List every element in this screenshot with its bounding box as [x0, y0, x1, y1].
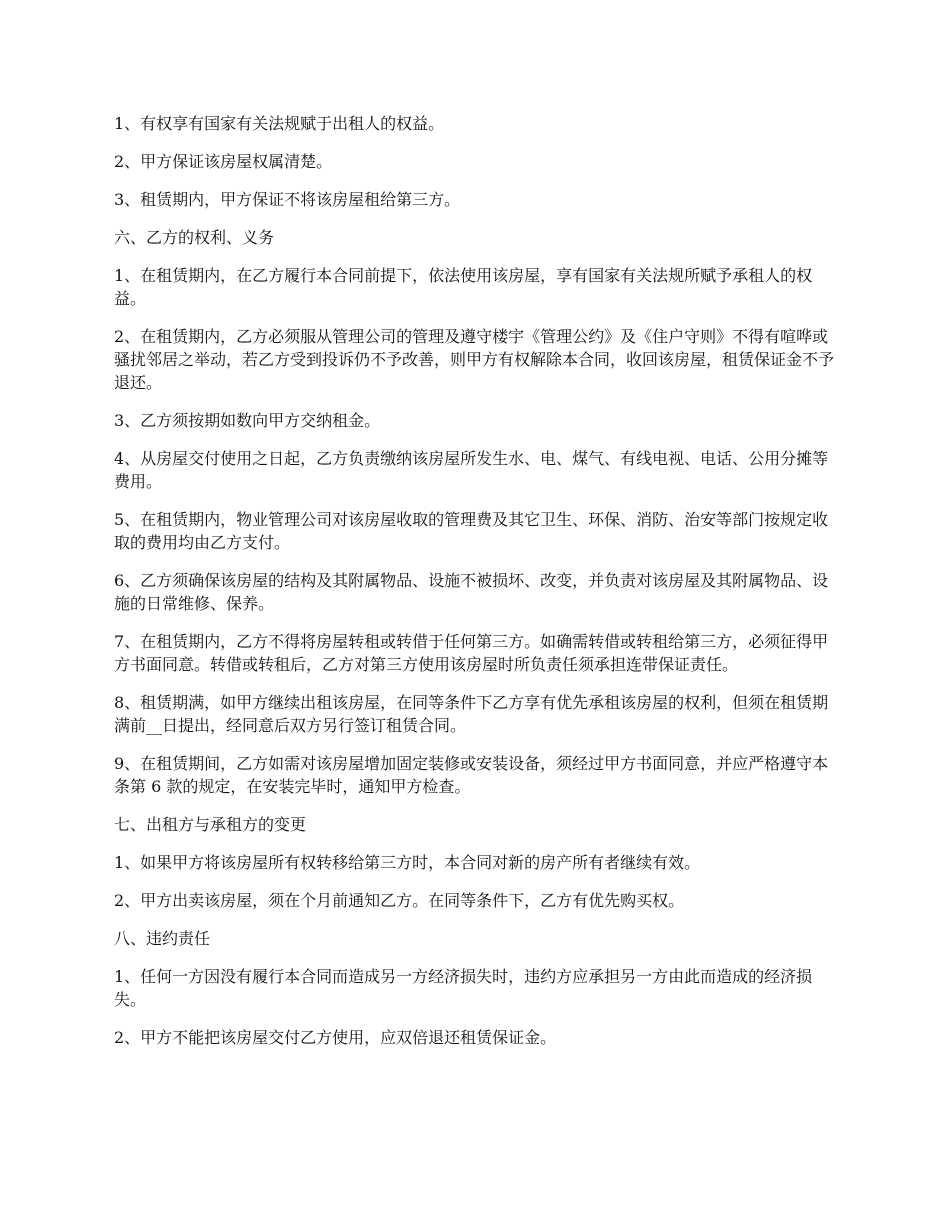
clause-paragraph: 1、如果甲方将该房屋所有权转移给第三方时，本合同对新的房产所有者继续有效。: [114, 853, 701, 872]
clause-paragraph: 1、任何一方因没有履行本合同而造成另一方经济损失时，违约方应承担另一方由此而造成的经济损失。: [114, 967, 813, 1009]
clause-paragraph: 1、有权享有国家有关法规赋于出租人的权益。: [114, 114, 445, 133]
section-heading: 七、出租方与承租方的变更: [114, 815, 307, 834]
section-heading: 八、违约责任: [114, 929, 211, 948]
clause-paragraph: 3、乙方须按期如数向甲方交纳租金。: [114, 411, 381, 430]
clause-paragraph: 2、甲方出卖该房屋，须在个月前通知乙方。在同等条件下，乙方有优先购买权。: [114, 891, 685, 910]
section-heading: 六、乙方的权利、义务: [114, 228, 275, 247]
clause-paragraph: 9、在租赁期间，乙方如需对该房屋增加固定装修或安装设备，须经过甲方书面同意，并应严格遵守本条第 6 款的规定，在安装完毕时，通知甲方检查。: [114, 754, 829, 796]
clause-paragraph: 2、甲方保证该房屋权属清楚。: [114, 152, 333, 171]
document-body: [114, 112, 844, 1064]
clause-paragraph: 2、甲方不能把该房屋交付乙方使用，应双倍退还租赁保证金。: [114, 1028, 557, 1047]
clause-paragraph: 3、租赁期内，甲方保证不将该房屋租给第三方。: [114, 190, 461, 209]
clause-paragraph: 4、从房屋交付使用之日起，乙方负责缴纳该房屋所发生水、电、煤气、有线电视、电话、公用分摊等费用。: [114, 449, 829, 491]
clause-paragraph: 6、乙方须确保该房屋的结构及其附属物品、设施不被损坏、改变，并负责对该房屋及其附属物品、设施的日常维修、保养。: [114, 571, 829, 613]
clause-paragraph: 7、在租赁期内，乙方不得将房屋转租或转借于任何第三方。如确需转借或转租给第三方，必须征得甲方书面同意。转借或转租后，乙方对第三方使用该房屋时所负责任须承担连带保证责任。: [114, 632, 829, 674]
clause-paragraph: 5、在租赁期内，物业管理公司对该房屋收取的管理费及其它卫生、环保、消防、治安等部门按规定收取的费用均由乙方支付。: [114, 510, 829, 552]
clause-paragraph: 8、租赁期满，如甲方继续出租该房屋，在同等条件下乙方享有优先承租该房屋的权利，但须在租赁期满前__日提出，经同意后双方另行签订租赁合同。: [114, 693, 829, 735]
clause-paragraph: 2、在租赁期内，乙方必须服从管理公司的管理及遵守楼宇《管理公约》及《住户守则》不得有喧哗或骚扰邻居之举动，若乙方受到投诉仍不予改善，则甲方有权解除本合同，收回该房屋，租赁保证金不予退还。: [114, 327, 835, 392]
clause-paragraph: 1、在租赁期内，在乙方履行本合同前提下，依法使用该房屋，享有国家有关法规所赋予承租人的权益。: [114, 266, 813, 308]
